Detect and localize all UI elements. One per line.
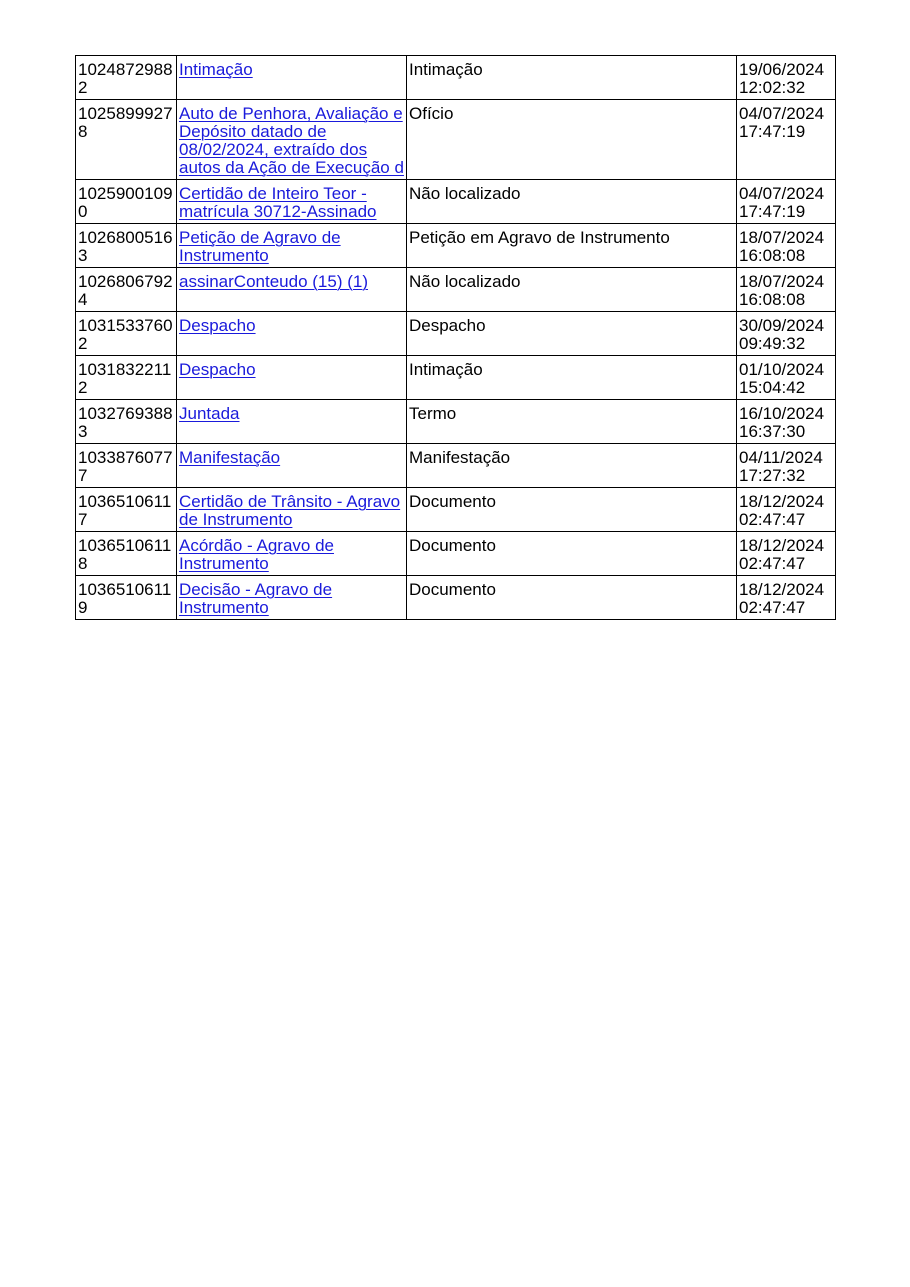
document-id-cell: 10338760777 — [76, 444, 177, 488]
document-date: 04/07/2024 — [739, 104, 825, 123]
table-row — [76, 400, 836, 444]
documents-table-body — [76, 56, 836, 620]
document-name-cell — [177, 100, 407, 180]
document-date: 16/10/2024 — [739, 404, 825, 423]
table-row — [76, 576, 836, 620]
document-time: 02:47:47 — [739, 554, 806, 573]
document-type-cell: Intimação — [407, 56, 737, 100]
document-date: 18/12/2024 — [739, 536, 825, 555]
document-link[interactable]: Manifestação — [179, 448, 281, 467]
document-name-cell — [177, 56, 407, 100]
document-date: 18/07/2024 — [739, 272, 825, 291]
document-datetime-cell — [737, 400, 836, 444]
document-time: 17:27:32 — [739, 466, 806, 485]
document-link[interactable]: Decisão - Agravo de Instrumento — [179, 580, 333, 617]
document-type-cell: Ofício — [407, 100, 737, 180]
document-id-cell: 10315337602 — [76, 312, 177, 356]
document-name-cell — [177, 268, 407, 312]
document-time: 16:37:30 — [739, 422, 806, 441]
document-date: 01/10/2024 — [739, 360, 825, 379]
document-date: 18/07/2024 — [739, 228, 825, 247]
document-link[interactable]: assinarConteudo (15) (1) — [179, 272, 368, 291]
document-id-cell: 10268005163 — [76, 224, 177, 268]
document-name-cell — [177, 312, 407, 356]
document-name-cell — [177, 180, 407, 224]
document-link[interactable]: Intimação — [179, 60, 253, 79]
document-time: 02:47:47 — [739, 598, 806, 617]
document-type-cell: Termo — [407, 400, 737, 444]
document-time: 16:08:08 — [739, 246, 806, 265]
table-row — [76, 224, 836, 268]
document-date: 04/07/2024 — [739, 184, 825, 203]
document-datetime-cell — [737, 444, 836, 488]
document-link[interactable]: Juntada — [179, 404, 240, 423]
document-id-cell: 10365106119 — [76, 576, 177, 620]
document-name-cell — [177, 400, 407, 444]
document-id-cell: 10259001090 — [76, 180, 177, 224]
document-time: 09:49:32 — [739, 334, 806, 353]
document-id-cell: 10365106118 — [76, 532, 177, 576]
document-type-cell: Manifestação — [407, 444, 737, 488]
table-row — [76, 100, 836, 180]
document-link[interactable]: Acórdão - Agravo de Instrumento — [179, 536, 334, 573]
document-link[interactable]: Petição de Agravo de Instrumento — [179, 228, 341, 265]
document-id-cell: 10248729882 — [76, 56, 177, 100]
documents-table — [75, 55, 836, 620]
table-row — [76, 356, 836, 400]
document-link[interactable]: Despacho — [179, 360, 256, 379]
document-name-cell — [177, 488, 407, 532]
document-datetime-cell — [737, 224, 836, 268]
document-datetime-cell — [737, 488, 836, 532]
document-time: 17:47:19 — [739, 202, 806, 221]
table-row — [76, 532, 836, 576]
document-id-cell: 10327693883 — [76, 400, 177, 444]
document-datetime-cell — [737, 532, 836, 576]
document-type-cell: Não localizado — [407, 268, 737, 312]
document-link[interactable]: Certidão de Inteiro Teor - matrícula 30712-Assinado — [179, 184, 377, 221]
document-time: 12:02:32 — [739, 78, 806, 97]
document-id-cell: 10258999278 — [76, 100, 177, 180]
document-name-cell — [177, 444, 407, 488]
document-datetime-cell — [737, 576, 836, 620]
document-link[interactable]: Despacho — [179, 316, 256, 335]
document-name-cell — [177, 532, 407, 576]
document-name-cell — [177, 224, 407, 268]
document-datetime-cell — [737, 312, 836, 356]
document-time: 17:47:19 — [739, 122, 806, 141]
document-datetime-cell — [737, 56, 836, 100]
document-type-cell: Despacho — [407, 312, 737, 356]
table-row — [76, 444, 836, 488]
document-id-cell: 10318322112 — [76, 356, 177, 400]
document-type-cell: Documento — [407, 488, 737, 532]
document-type-cell: Petição em Agravo de Instrumento — [407, 224, 737, 268]
document-datetime-cell — [737, 100, 836, 180]
document-date: 18/12/2024 — [739, 492, 825, 511]
document-datetime-cell — [737, 268, 836, 312]
document-type-cell: Não localizado — [407, 180, 737, 224]
table-row — [76, 180, 836, 224]
document-date: 30/09/2024 — [739, 316, 825, 335]
table-row — [76, 488, 836, 532]
document-type-cell: Documento — [407, 532, 737, 576]
document-name-cell — [177, 356, 407, 400]
document-link[interactable]: Certidão de Trânsito - Agravo de Instrumento — [179, 492, 401, 529]
document-time: 15:04:42 — [739, 378, 806, 397]
document-id-cell: 10365106117 — [76, 488, 177, 532]
document-date: 19/06/2024 — [739, 60, 825, 79]
document-link[interactable]: Auto de Penhora, Avaliação e Depósito datado de 08/02/2024, extraído dos autos da Ação de Execução d — [179, 104, 404, 177]
table-row — [76, 268, 836, 312]
table-row — [76, 56, 836, 100]
document-time: 02:47:47 — [739, 510, 806, 529]
document-datetime-cell — [737, 180, 836, 224]
document-date: 04/11/2024 — [739, 448, 823, 467]
document-name-cell — [177, 576, 407, 620]
document-datetime-cell — [737, 356, 836, 400]
document-type-cell: Intimação — [407, 356, 737, 400]
document-id-cell: 10268067924 — [76, 268, 177, 312]
document-time: 16:08:08 — [739, 290, 806, 309]
table-row — [76, 312, 836, 356]
document-date: 18/12/2024 — [739, 580, 825, 599]
document-type-cell: Documento — [407, 576, 737, 620]
